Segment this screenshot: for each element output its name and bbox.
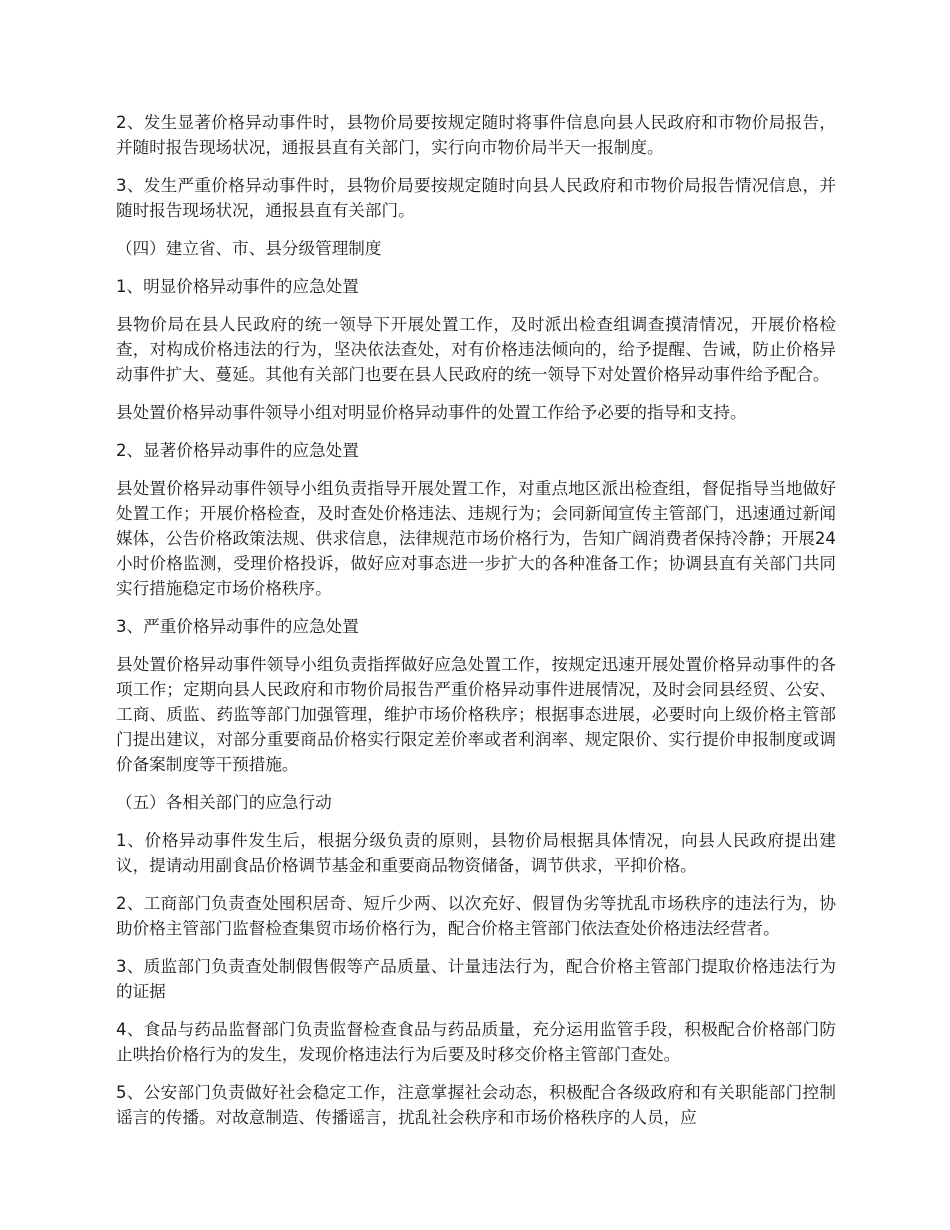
subheading-severe-anomaly: 3、严重价格异动事件的应急处置 <box>116 617 359 636</box>
subheading-obvious-anomaly: 1、明显价格异动事件的应急处置 <box>116 277 359 296</box>
paragraph-8: 县处置价格异动事件领导小组负责指导开展处置工作，对重点地区派出检查组，督促指导当地做好处置工作；开展价格检查，及时查处价格违法、违规行为；会同新闻宣传主管部门，迅速通过新闻媒体，公告价格政策法规、供求信息，法律规范市场价格行为，告知广阔消费者保持冷静；开展24小时价格监测，受理价格投诉，做好应对事态进一步扩大的各种准备工作；协调县直有关部门共同实行措施稳定市场价格秩序。 <box>116 479 836 598</box>
paragraph-15: 4、食品与药品监督部门负责监督检查食品与药品质量，充分运用监管手段，积极配合价格部门防止哄抬价格行为的发生，发现价格违法行为后要及时移交价格主管部门查处。 <box>116 1020 836 1064</box>
section-heading-5: （五）各相关部门的应急行动 <box>116 793 332 812</box>
paragraph-1: 2、发生显著价格异动事件时，县物价局要按规定随时将事件信息向县人民政府和市物价局报告，并随时报告现场状况，通报县直有关部门，实行向市物价局半天一报制度。 <box>116 113 836 157</box>
paragraph-6: 县处置价格异动事件领导小组对明显价格异动事件的处置工作给予必要的指导和支持。 <box>116 403 747 422</box>
paragraph-12: 1、价格异动事件发生后，根据分级负责的原则，县物价局根据具体情况，向县人民政府提出建议，提请动用副食品价格调节基金和重要商品物资储备，调节供求，平抑价格。 <box>116 831 836 875</box>
section-heading-4: （四）建立省、市、县分级管理制度 <box>116 239 382 258</box>
paragraph-13: 2、工商部门负责查处囤积居奇、短斤少两、以次充好、假冒伪劣等扰乱市场秩序的违法行为，协助价格主管部门监督检查集贸市场价格行为，配合价格主管部门依法查处价格违法经营者。 <box>116 894 836 938</box>
paragraph-5: 县物价局在县人民政府的统一领导下开展处置工作，及时派出检查组调查摸清情况，开展价格检查，对构成价格违法的行为，坚决依法查处，对有价格违法倾向的，给予提醒、告诫，防止价格异动事件扩大、蔓延。其他有关部门也要在县人民政府的统一领导下对处置价格异动事件给予配合。 <box>116 315 836 384</box>
paragraph-16: 5、公安部门负责做好社会稳定工作，注意掌握社会动态，积极配合各级政府和有关职能部门控制谣言的传播。对故意制造、传播谣言，扰乱社会秩序和市场价格秩序的人员，应 <box>116 1083 836 1127</box>
document-body <box>116 110 836 1143</box>
paragraph-14: 3、质监部门负责查处制假售假等产品质量、计量违法行为，配合价格主管部门提取价格违法行为的证据 <box>116 957 836 1001</box>
paragraph-2: 3、发生严重价格异动事件时，县物价局要按规定随时向县人民政府和市物价局报告情况信息，并随时报告现场状况，通报县直有关部门。 <box>116 176 836 220</box>
paragraph-10: 县处置价格异动事件领导小组负责指挥做好应急处置工作，按规定迅速开展处置价格异动事件的各项工作；定期向县人民政府和市物价局报告严重价格异动事件进展情况，及时会同县经贸、公安、工商、质监、药监等部门加强管理，维护市场价格秩序；根据事态进展，必要时向上级价格主管部门提出建议，对部分重要商品价格实行限定差价率或者利润率、规定限价、实行提价申报制度或调价备案制度等干预措施。 <box>116 655 836 774</box>
subheading-significant-anomaly: 2、显著价格异动事件的应急处置 <box>116 441 359 460</box>
